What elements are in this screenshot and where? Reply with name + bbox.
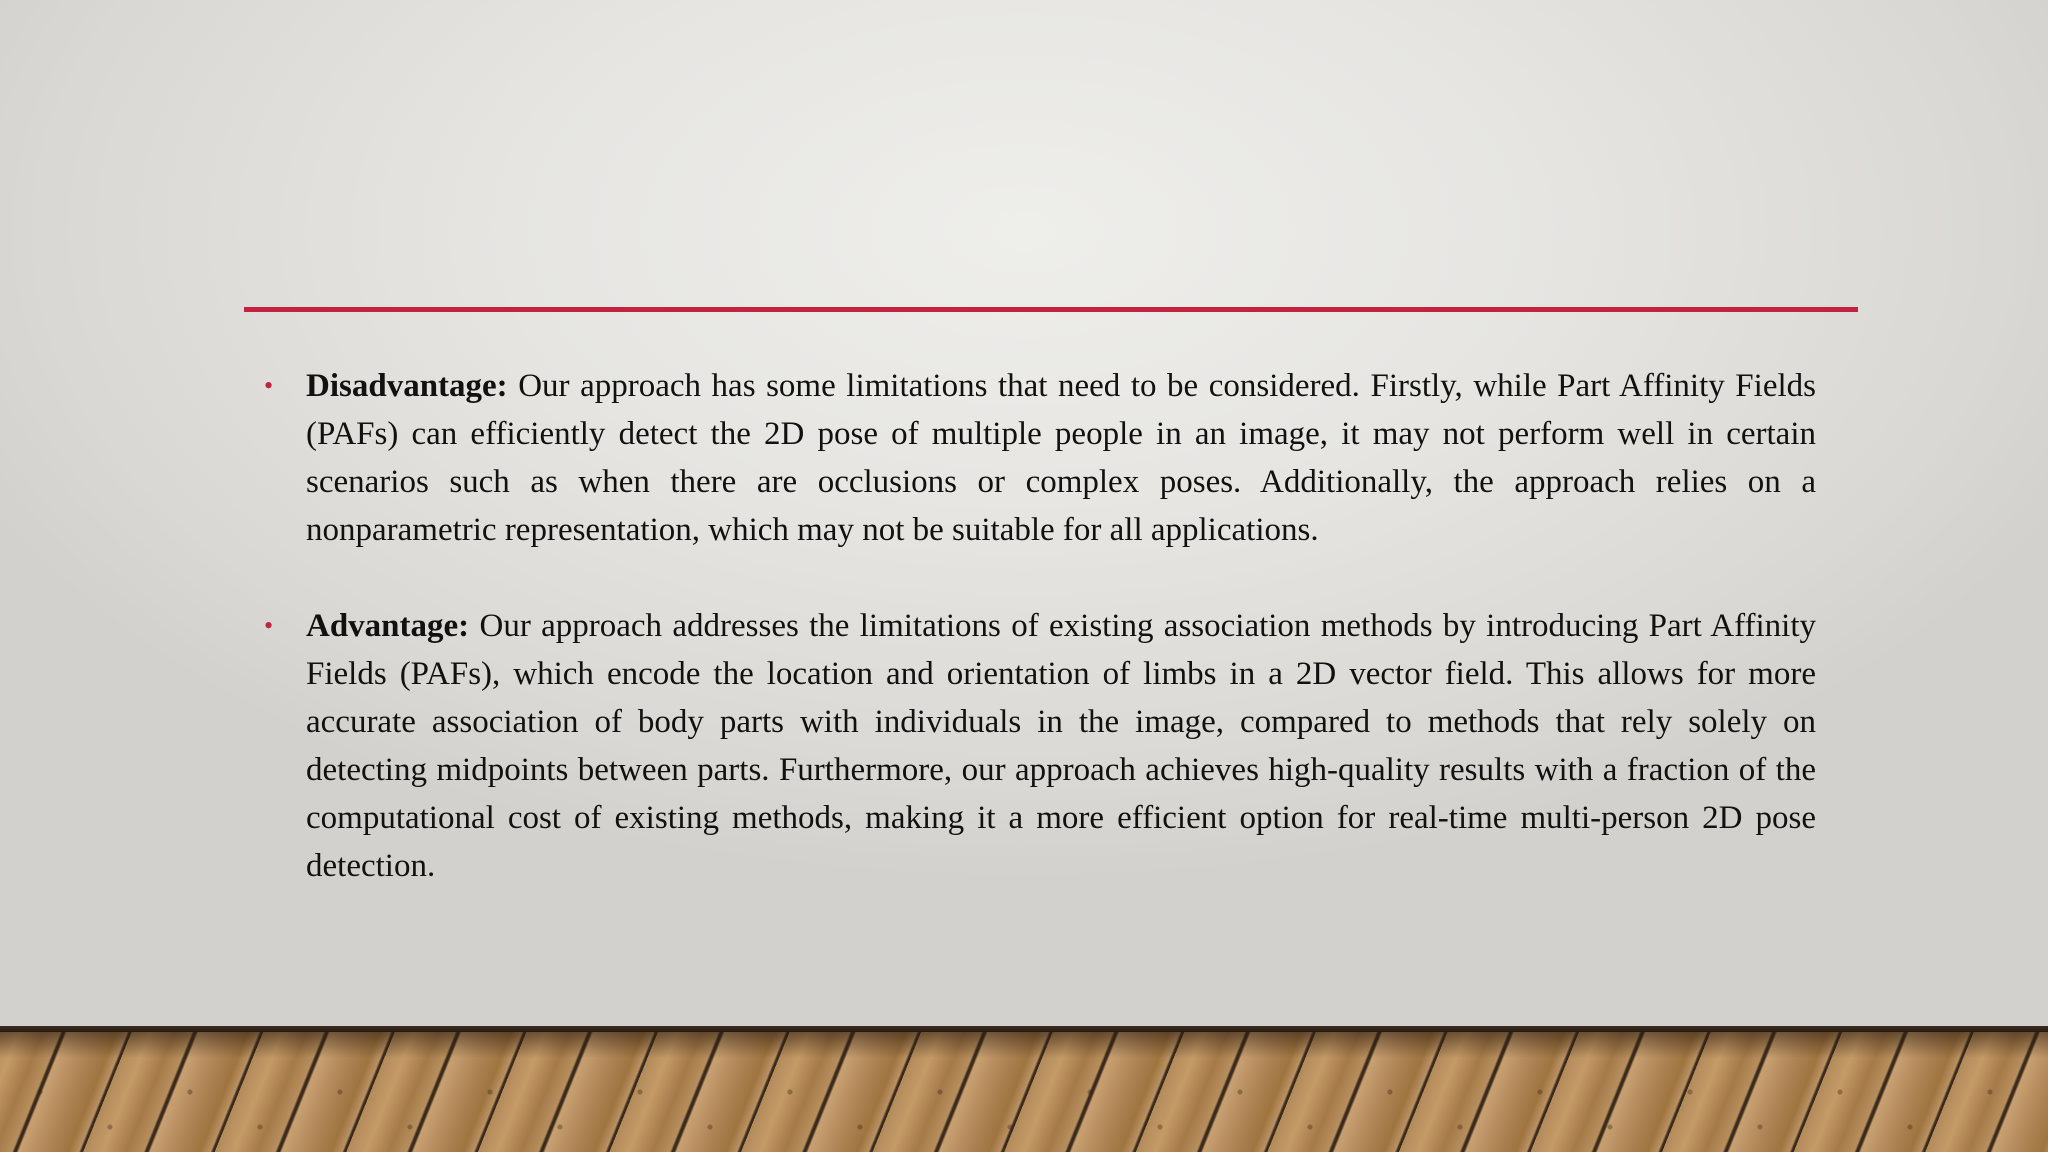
bullet-term: Advantage: [306, 608, 480, 644]
bullet-advantage [264, 602, 1816, 890]
bullet-disadvantage [264, 362, 1816, 554]
bullet-text: Our approach has some limitations that need to be considered. Firstly, while Part Affinity Fields (PAFs) can efficiently detect the 2D pose of multiple people in an image, it may not perform well in certain scenarios such as when there are occlusions or complex poses. Additionally, the approach relies on a nonparametric representation, which may not be suitable for all applications. [306, 368, 1816, 548]
bullet-dot-icon: • [264, 371, 274, 400]
slide-body [264, 362, 1816, 890]
bullet-term: Disadvantage: [306, 368, 519, 404]
bullet-dot-icon: • [264, 611, 274, 640]
title-divider-line [244, 307, 1858, 312]
wooden-floor-image [0, 1032, 2048, 1152]
bullet-text: Our approach addresses the limitations of existing association methods by introducing Part Affinity Fields (PAFs), which encode the location and orientation of limbs in a 2D vector field. This allows for more accurate association of body parts with individuals in the image, compared to methods that rely solely on detecting midpoints between parts. Furthermore, our approach achieves high-quality results with a fraction of the computational cost of existing methods, making it a more efficient option for real-time multi-person 2D pose detection. [306, 608, 1816, 884]
